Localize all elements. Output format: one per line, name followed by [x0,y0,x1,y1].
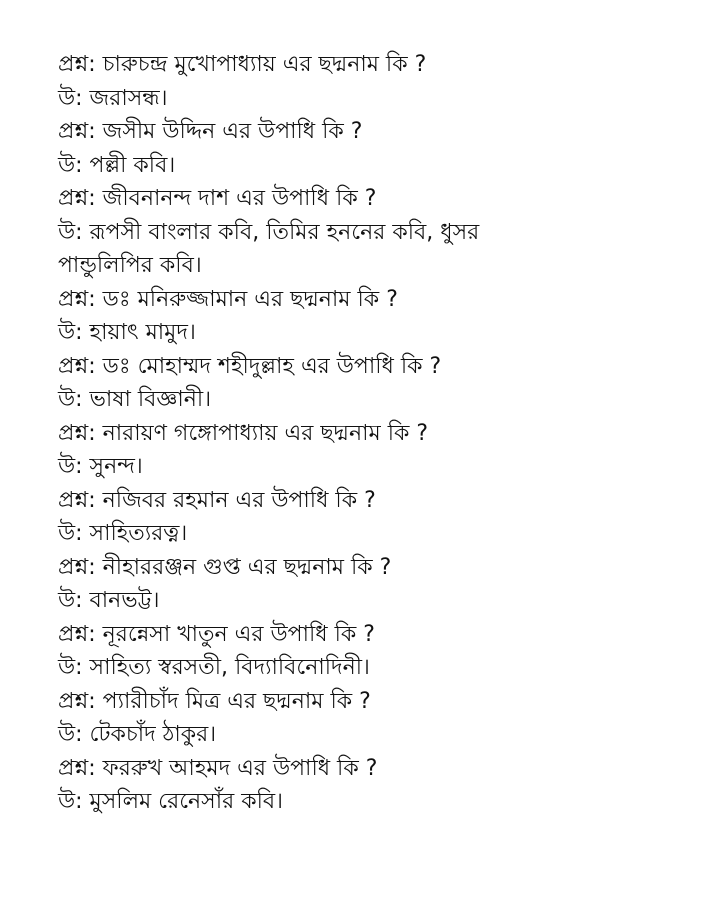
answer-line: উ: সুনন্দ। [58,454,143,479]
answer-line: উ: জরাসন্ধ। [58,85,168,111]
question-line: প্রশ্ন: চারুচন্দ্র মুখোপাধ্যায় এর ছদ্মনাম কি ? [58,52,427,77]
answer-line: উ: ভাষা বিজ্ঞানী। [58,387,212,412]
answer-line: উ: পল্লী কবি। [58,152,176,178]
answer-line: উ: বানভট্ট। [58,588,160,613]
question-line: প্রশ্ন: প্যারীচাঁদ মিত্র এর ছদ্মনাম কি ? [58,688,371,714]
answer-line: উ: মুসলিম রেনেসাঁর কবি। [58,789,283,814]
answer-line: উ: টেকচাঁদ ঠাকুর। [58,722,217,747]
answer-line: উ: রূপসী বাংলার কবি, তিমির হননের কবি, ধুসর [58,219,480,245]
question-line: প্রশ্ন: জসীম উদ্দিন এর উপাধি কি ? [58,119,363,144]
question-line: প্রশ্ন: ফররুখ আহমদ এর উপাধি কি ? [58,755,378,781]
answer-line: উ: সাহিত্য স্বরসতী, বিদ্যাবিনোদিনী। [58,655,370,680]
answer-line: উ: হায়াৎ মামুদ। [58,320,196,345]
question-line: প্রশ্ন: নীহাররঞ্জন গুপ্ত এর ছদ্মনাম কি ? [58,554,392,580]
answer-line: উ: সাহিত্যরত্ন। [58,521,188,546]
question-line: প্রশ্ন: ডঃ মনিরুজ্জামান এর ছদ্মনাম কি ? [58,286,398,312]
question-line: প্রশ্ন: নজিবর রহমান এর উপাধি কি ? [58,487,376,513]
question-line: প্রশ্ন: ডঃ মোহাম্মদ শহীদুল্লাহ এর উপাধি কি ? [58,353,442,379]
question-line: প্রশ্ন: নারায়ণ গঙ্গোপাধ্যায় এর ছদ্মনাম কি ? [58,420,429,446]
qa-document [58,48,698,819]
question-line: প্রশ্ন: নূরন্নেসা খাতুন এর উপাধি কি ? [58,621,375,647]
answer-line-continuation: পান্ডুলিপির কবি। [58,253,202,278]
question-line: প্রশ্ন: জীবনানন্দ দাশ এর উপাধি কি ? [58,186,377,211]
